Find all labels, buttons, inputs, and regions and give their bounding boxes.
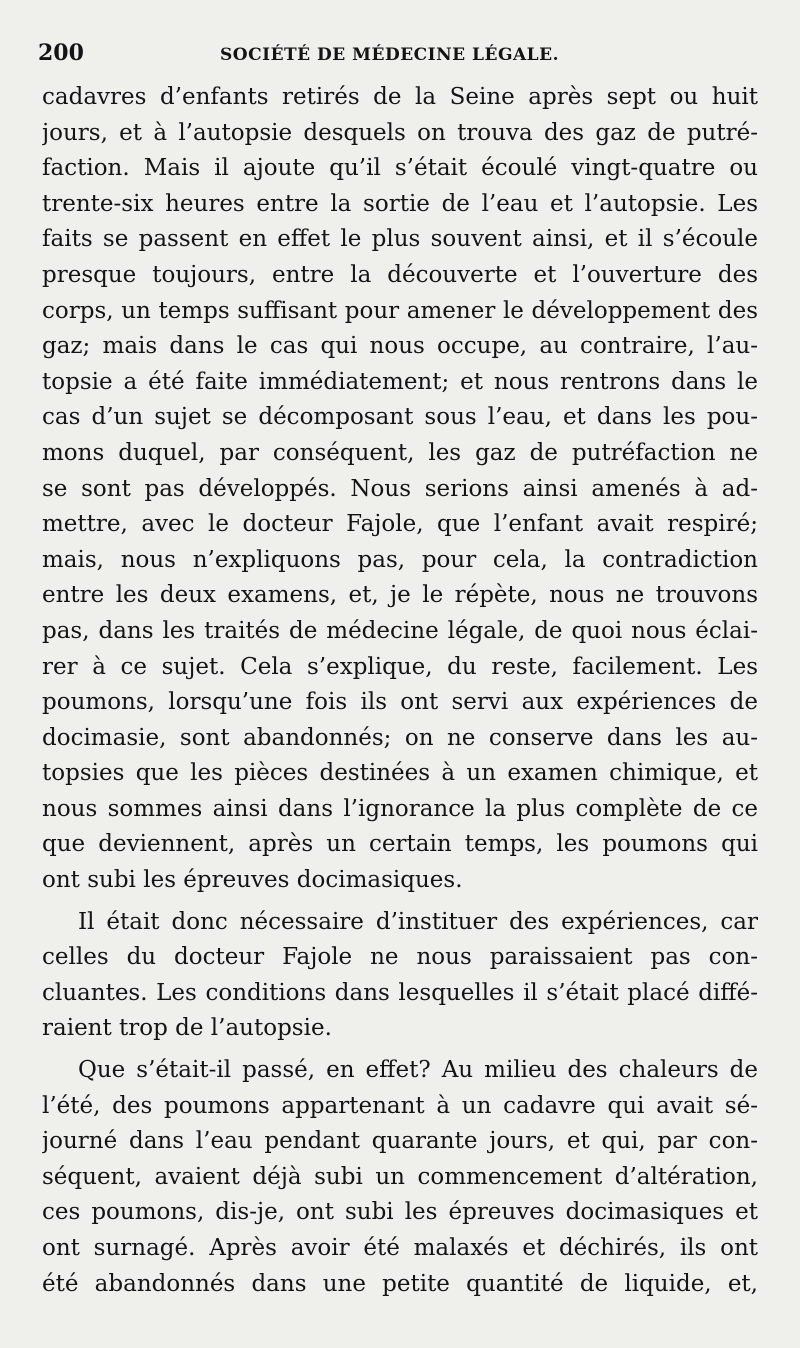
text-line: l’été, des poumons appartenant à un cadavre qui avait sé-	[42, 1092, 758, 1119]
text-line: ont surnagé. Après avoir été malaxés et déchirés, ils ont	[42, 1235, 758, 1261]
page-number: 200	[38, 40, 84, 66]
text-line: Il était donc nécessaire d’instituer des expériences, car	[78, 908, 758, 935]
text-line: ces poumons, dis-je, ont subi les épreuves docimasiques et	[42, 1199, 758, 1226]
body-text	[42, 80, 758, 1302]
paragraph	[42, 1053, 758, 1302]
text-line: celles du docteur Fajole ne nous paraissaient pas con-	[42, 944, 758, 971]
text-line: cas d’un sujet se décomposant sous l’eau, et dans les pou-	[42, 404, 758, 431]
text-line: mais, nous n’expliquons pas, pour cela, la contradiction	[42, 546, 758, 573]
text-line: presque toujours, entre la découverte et l’ouverture des	[42, 261, 758, 288]
text-line: corps, un temps suffisant pour amener le développement des	[42, 297, 758, 324]
text-line: que deviennent, après un certain temps, les poumons qui	[42, 831, 758, 858]
text-line: journé dans l’eau pendant quarante jours, et qui, par con-	[42, 1128, 758, 1155]
text-line: gaz; mais dans le cas qui nous occupe, au contraire, l’au-	[42, 333, 758, 360]
text-line: nous sommes ainsi dans l’ignorance la plus complète de ce	[42, 795, 758, 822]
text-line: faction. Mais il ajoute qu’il s’était écoulé vingt-quatre ou	[42, 155, 758, 182]
text-line: se sont pas développés. Nous serions ainsi amenés à ad-	[42, 475, 758, 502]
text-line: ont subi les épreuves docimasiques.	[42, 867, 463, 894]
text-line: poumons, lorsqu’une fois ils ont servi aux expériences de	[42, 689, 758, 716]
text-line: pas, dans les traités de médecine légale, de quoi nous éclai-	[42, 617, 758, 644]
text-line: Que s’était-il passé, en effet? Au milieu des chaleurs de	[78, 1057, 758, 1084]
paragraph	[42, 905, 758, 1047]
text-line: topsie a été faite immédiatement; et nous rentrons dans le	[42, 368, 758, 395]
text-line: faits se passent en effet le plus souvent ainsi, et il s’écoule	[42, 226, 758, 253]
text-line: raient trop de l’autopsie.	[42, 1015, 332, 1042]
text-line: cadavres d’enfants retirés de la Seine après sept ou huit	[42, 84, 758, 110]
text-line: mons duquel, par conséquent, les gaz de putréfaction ne	[42, 439, 758, 466]
text-line: jours, et à l’autopsie desquels on trouva des gaz de putré-	[42, 119, 758, 146]
text-line: rer à ce sujet. Cela s’explique, du reste, facilement. Les	[42, 653, 758, 680]
text-line: mettre, avec le docteur Fajole, que l’enfant avait respiré;	[42, 511, 758, 538]
paragraph	[42, 80, 758, 899]
running-title: SOCIÉTÉ DE MÉDECINE LÉGALE.	[220, 45, 559, 65]
running-head	[38, 40, 760, 70]
text-line: entre les deux examens, et, je le répète, nous ne trouvons	[42, 582, 758, 609]
text-line: séquent, avaient déjà subi un commencement d’altération,	[42, 1163, 758, 1190]
text-line: docimasie, sont abandonnés; on ne conserve dans les au-	[42, 724, 758, 751]
text-line: été abandonnés dans une petite quantité de liquide, et,	[42, 1270, 758, 1297]
text-line: cluantes. Les conditions dans lesquelles il s’était placé diffé-	[42, 979, 758, 1006]
text-line: trente-six heures entre la sortie de l’eau et l’autopsie. Les	[42, 190, 758, 217]
text-line: topsies que les pièces destinées à un examen chimique, et	[42, 760, 758, 787]
